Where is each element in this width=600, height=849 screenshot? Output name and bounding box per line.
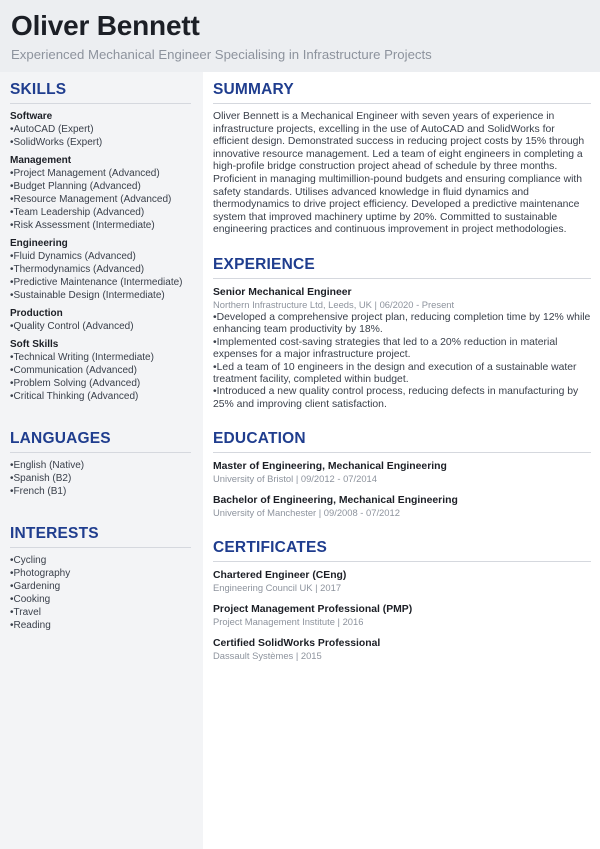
interests-section — [10, 524, 193, 632]
skill-item: • Predictive Maintenance (Intermediate) — [10, 276, 193, 289]
certificates-section — [213, 538, 591, 662]
section-divider — [10, 103, 191, 104]
language-item: • Spanish (B2) — [10, 472, 193, 485]
language-item: • French (B1) — [10, 485, 193, 498]
degree-meta: University of Manchester | 09/2008 - 07/2012 — [213, 507, 400, 519]
section-divider — [213, 278, 591, 279]
skill-category-production: Production — [10, 308, 63, 319]
certificate-entry — [213, 637, 591, 662]
section-divider — [213, 103, 591, 104]
certificate-entry — [213, 603, 591, 628]
skills-section — [10, 80, 193, 403]
skill-category-software: Software — [10, 111, 53, 122]
skill-category-management: Management — [10, 155, 72, 166]
achievement-bullet: • Led a team of 10 engineers in the design and execution of a sustainable water treatment facility, completed within budget. — [213, 362, 591, 387]
skill-item: • Risk Assessment (Intermediate) — [10, 219, 193, 232]
skill-item: • Communication (Advanced) — [10, 364, 193, 377]
section-divider — [213, 561, 591, 562]
interest-item: • Photography — [10, 567, 193, 580]
section-title-skills: SKILLS — [10, 81, 67, 98]
section-title-certificates: CERTIFICATES — [213, 539, 328, 557]
skill-item: • Technical Writing (Intermediate) — [10, 351, 193, 364]
experience-section — [213, 255, 591, 411]
experience-entry — [213, 286, 591, 411]
certificate-title: Chartered Engineer (CEng) — [213, 570, 347, 582]
skill-item: • Budget Planning (Advanced) — [10, 180, 193, 193]
skill-item: • AutoCAD (Expert) — [10, 123, 193, 136]
education-entry — [213, 494, 591, 519]
education-entry — [213, 460, 591, 485]
section-title-interests: INTERESTS — [10, 525, 99, 542]
education-section — [213, 429, 591, 519]
certificate-meta: Project Management Institute | 2016 — [213, 616, 364, 628]
interest-item: • Travel — [10, 606, 193, 619]
language-item: • English (Native) — [10, 459, 193, 472]
section-divider — [10, 547, 191, 548]
skill-item: • Resource Management (Advanced) — [10, 193, 193, 206]
candidate-name: Oliver Bennett — [11, 10, 200, 41]
achievement-bullet: • Developed a comprehensive project plan, reducing completion time by 12% while enhancing team productivity by 18%. — [213, 312, 591, 337]
main-content — [203, 72, 600, 849]
section-title-languages: LANGUAGES — [10, 430, 111, 447]
skill-item: • SolidWorks (Expert) — [10, 136, 193, 149]
certificate-meta: Dassault Systèmes | 2015 — [213, 650, 322, 662]
certificate-entry — [213, 569, 591, 594]
skill-item: • Problem Solving (Advanced) — [10, 377, 193, 390]
interest-item: • Cycling — [10, 554, 193, 567]
interest-item: • Gardening — [10, 580, 193, 593]
skill-category-soft-skills: Soft Skills — [10, 339, 59, 350]
job-meta: Northern Infrastructure Ltd, Leeds, UK | 06/2020 - Present — [213, 298, 455, 310]
skill-item: • Fluid Dynamics (Advanced) — [10, 250, 193, 263]
section-title-summary: SUMMARY — [213, 81, 294, 98]
skill-item: • Quality Control (Advanced) — [10, 320, 193, 333]
job-title: Senior Mechanical Engineer — [213, 286, 352, 298]
interest-item: • Reading — [10, 619, 193, 632]
achievement-bullet: • Implemented cost-saving strategies that led to a 20% reduction in material expenses for a major infrastructure project. — [213, 337, 591, 362]
section-divider — [213, 452, 591, 453]
certificate-meta: Engineering Council UK | 2017 — [213, 582, 342, 594]
section-divider — [10, 452, 191, 453]
skill-item: • Team Leadership (Advanced) — [10, 206, 193, 219]
interest-item: • Cooking — [10, 593, 193, 606]
skill-item: • Project Management (Advanced) — [10, 167, 193, 180]
certificate-title: Project Management Professional (PMP) — [213, 604, 413, 616]
candidate-headline: Experienced Mechanical Engineer Specialising in Infrastructure Projects — [11, 47, 432, 62]
resume-header — [0, 0, 600, 72]
degree-meta: University of Bristol | 09/2012 - 07/2014 — [213, 473, 377, 485]
achievement-bullet: • Introduced a new quality control process, reducing defects in manufacturing by 25% and improving client satisfaction. — [213, 386, 591, 411]
languages-section — [10, 429, 193, 498]
summary-section — [213, 80, 591, 237]
skill-category-engineering: Engineering — [10, 238, 68, 249]
section-title-experience: EXPERIENCE — [213, 255, 315, 273]
skill-item: • Sustainable Design (Intermediate) — [10, 289, 193, 302]
skill-item: • Critical Thinking (Advanced) — [10, 390, 193, 403]
skill-item: • Thermodynamics (Advanced) — [10, 263, 193, 276]
degree-title: Master of Engineering, Mechanical Engineering — [213, 461, 447, 473]
summary-paragraph: Oliver Bennett is a Mechanical Engineer with seven years of experience in infrastructure projects, excelling in the use of AutoCAD and SolidWorks for efficient design. Demonstrated success in reducing project costs by 15% through innovative resource management. Led a team of eight engineers in completing a high-profile bridge construction project ahead of schedule by three months. Proficient in managing multimillion-pound budgets and ensuring compliance with safety standards. Utilises advanced knowledge in fluid dynamics and thermodynamics to drive project efficiency. Developed a predictive maintenance system that improved machinery uptime by 20%. Committed to sustainable engineering practices and continuous improvement in project methodologies. — [213, 111, 585, 236]
certificate-title: Certified SolidWorks Professional — [213, 638, 381, 650]
sidebar — [0, 72, 203, 849]
degree-title: Bachelor of Engineering, Mechanical Engineering — [213, 495, 458, 507]
section-title-education: EDUCATION — [213, 430, 306, 448]
